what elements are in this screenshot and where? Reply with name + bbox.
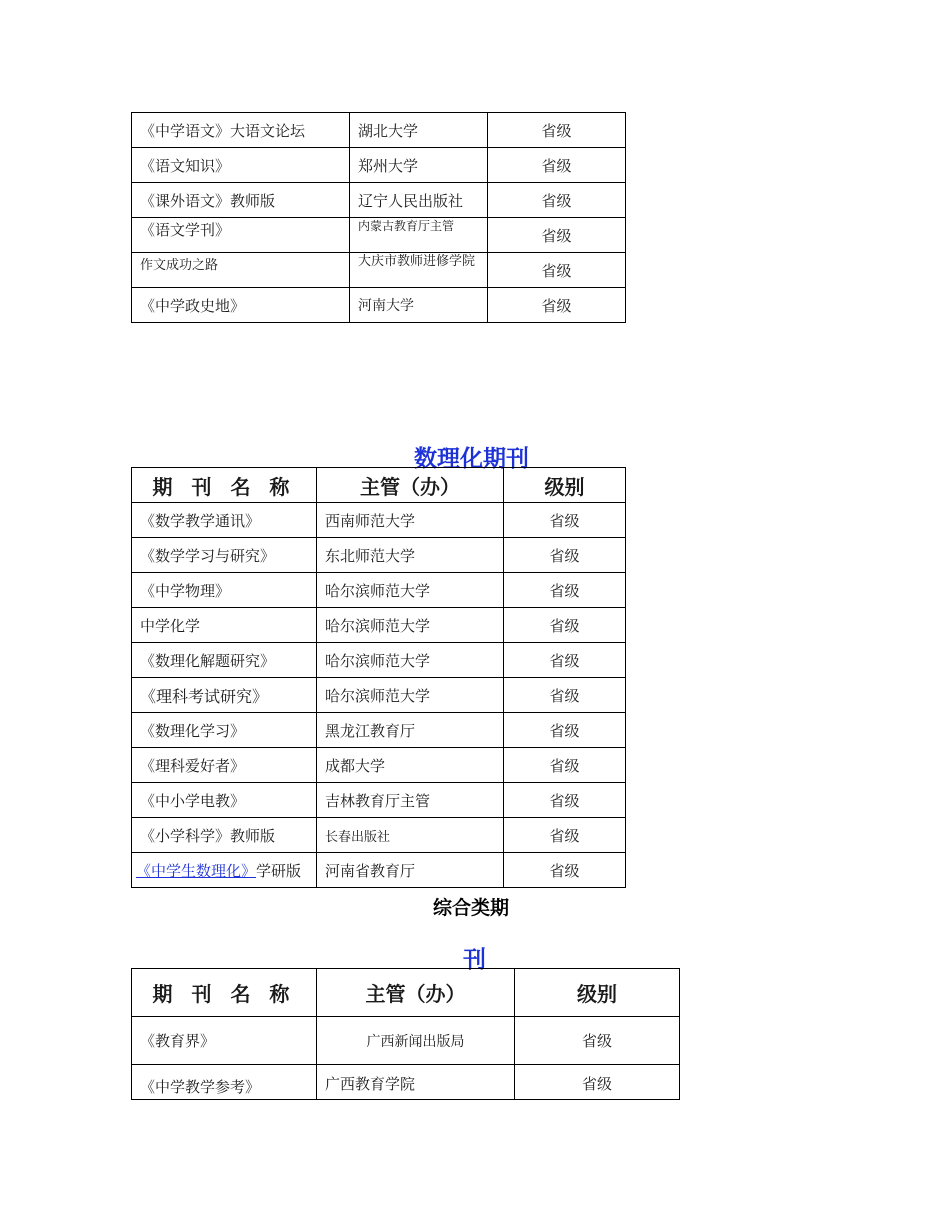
- journal-level: 省级: [504, 573, 626, 608]
- journal-org: 黑龙江教育厅: [317, 713, 504, 748]
- journal-level: 省级: [488, 253, 626, 288]
- table-header-row: [132, 969, 680, 1017]
- journal-level: 省级: [504, 748, 626, 783]
- header-org: 主管（办）: [317, 468, 504, 503]
- table-row: [132, 183, 626, 218]
- journal-name: 《数理化解题研究》: [132, 643, 317, 678]
- journal-name: 中学化学: [132, 608, 317, 643]
- table-row: [132, 253, 626, 288]
- journal-level: 省级: [488, 288, 626, 323]
- journal-org: 哈尔滨师范大学: [317, 643, 504, 678]
- journal-name: 《中学语文》大语文论坛: [132, 113, 350, 148]
- journal-level: 省级: [504, 853, 626, 888]
- table-row: [132, 783, 626, 818]
- table-row: [132, 608, 626, 643]
- journal-level: 省级: [504, 678, 626, 713]
- table-row: [132, 678, 626, 713]
- table-row: [132, 573, 626, 608]
- section-title-general-line2: 刊: [463, 947, 486, 973]
- journal-name: 《教育界》: [132, 1017, 317, 1065]
- table-row: [132, 148, 626, 183]
- table-row: [132, 1065, 680, 1100]
- section-title-math-science: 数理化期刊: [414, 446, 529, 472]
- table-row: [132, 288, 626, 323]
- journal-level: 省级: [488, 148, 626, 183]
- table-row: [132, 818, 626, 853]
- journal-level: 省级: [504, 783, 626, 818]
- journal-name: 《中学物理》: [132, 573, 317, 608]
- journal-org: 东北师范大学: [317, 538, 504, 573]
- journal-level: 省级: [515, 1017, 680, 1065]
- journal-name: 《中小学电教》: [132, 783, 317, 818]
- journal-level: 省级: [504, 643, 626, 678]
- journal-org: 广西新闻出版局: [317, 1017, 515, 1065]
- table-row: [132, 853, 626, 888]
- header-org: 主管（办）: [317, 969, 515, 1017]
- section-title-general: 综合类期: [433, 897, 510, 919]
- journal-org: 内蒙古教育厅主管: [350, 218, 488, 253]
- journal-org: 河南大学: [350, 288, 488, 323]
- table-row: [132, 713, 626, 748]
- table-row: [132, 218, 626, 253]
- journal-level: 省级: [515, 1065, 680, 1100]
- journal-table-chinese: [131, 112, 626, 323]
- journal-name: [132, 853, 317, 888]
- journal-org: 哈尔滨师范大学: [317, 573, 504, 608]
- header-journal-name: 期 刊 名 称: [132, 468, 317, 503]
- journal-name: 《小学科学》教师版: [132, 818, 317, 853]
- journal-org: 西南师范大学: [317, 503, 504, 538]
- journal-org: 长春出版社: [317, 818, 504, 853]
- journal-org: 哈尔滨师范大学: [317, 608, 504, 643]
- journal-org: 辽宁人民出版社: [350, 183, 488, 218]
- journal-org: 郑州大学: [350, 148, 488, 183]
- header-level: 级别: [504, 468, 626, 503]
- journal-name-suffix: 学研版: [256, 861, 302, 880]
- table-row: [132, 1017, 680, 1065]
- header-level: 级别: [515, 969, 680, 1017]
- journal-table-math-science: [131, 467, 626, 888]
- journal-name: 《理科考试研究》: [132, 678, 317, 713]
- table-row: [132, 538, 626, 573]
- journal-level: 省级: [504, 503, 626, 538]
- journal-level: 省级: [488, 218, 626, 253]
- journal-level: 省级: [504, 818, 626, 853]
- journal-org: 哈尔滨师范大学: [317, 678, 504, 713]
- journal-name: 《理科爱好者》: [132, 748, 317, 783]
- journal-level: 省级: [504, 608, 626, 643]
- journal-org: 广西教育学院: [317, 1065, 515, 1100]
- journal-level: 省级: [488, 183, 626, 218]
- journal-name: 作文成功之路: [132, 253, 350, 288]
- journal-name: 《语文知识》: [132, 148, 350, 183]
- journal-level: 省级: [504, 538, 626, 573]
- journal-name: 《数理化学习》: [132, 713, 317, 748]
- journal-org: 大庆市教师进修学院: [350, 253, 488, 288]
- journal-table-general: [131, 968, 680, 1100]
- journal-name: 《数学教学通讯》: [132, 503, 317, 538]
- table-header-row: [132, 468, 626, 503]
- table-row: [132, 503, 626, 538]
- journal-name: 《课外语文》教师版: [132, 183, 350, 218]
- table-row: [132, 113, 626, 148]
- journal-name: 《数学学习与研究》: [132, 538, 317, 573]
- header-journal-name: 期 刊 名 称: [132, 969, 317, 1017]
- journal-name: 《中学政史地》: [132, 288, 350, 323]
- journal-level: 省级: [488, 113, 626, 148]
- journal-link[interactable]: 《中学生数理化》: [136, 861, 257, 880]
- journal-org: 吉林教育厅主管: [317, 783, 504, 818]
- journal-name: 《语文学刊》: [132, 218, 350, 253]
- journal-org: 湖北大学: [350, 113, 488, 148]
- journal-level: 省级: [504, 713, 626, 748]
- journal-name: 《中学教学参考》: [132, 1065, 317, 1100]
- journal-org: 河南省教育厅: [317, 853, 504, 888]
- table-row: [132, 748, 626, 783]
- table-row: [132, 643, 626, 678]
- journal-org: 成都大学: [317, 748, 504, 783]
